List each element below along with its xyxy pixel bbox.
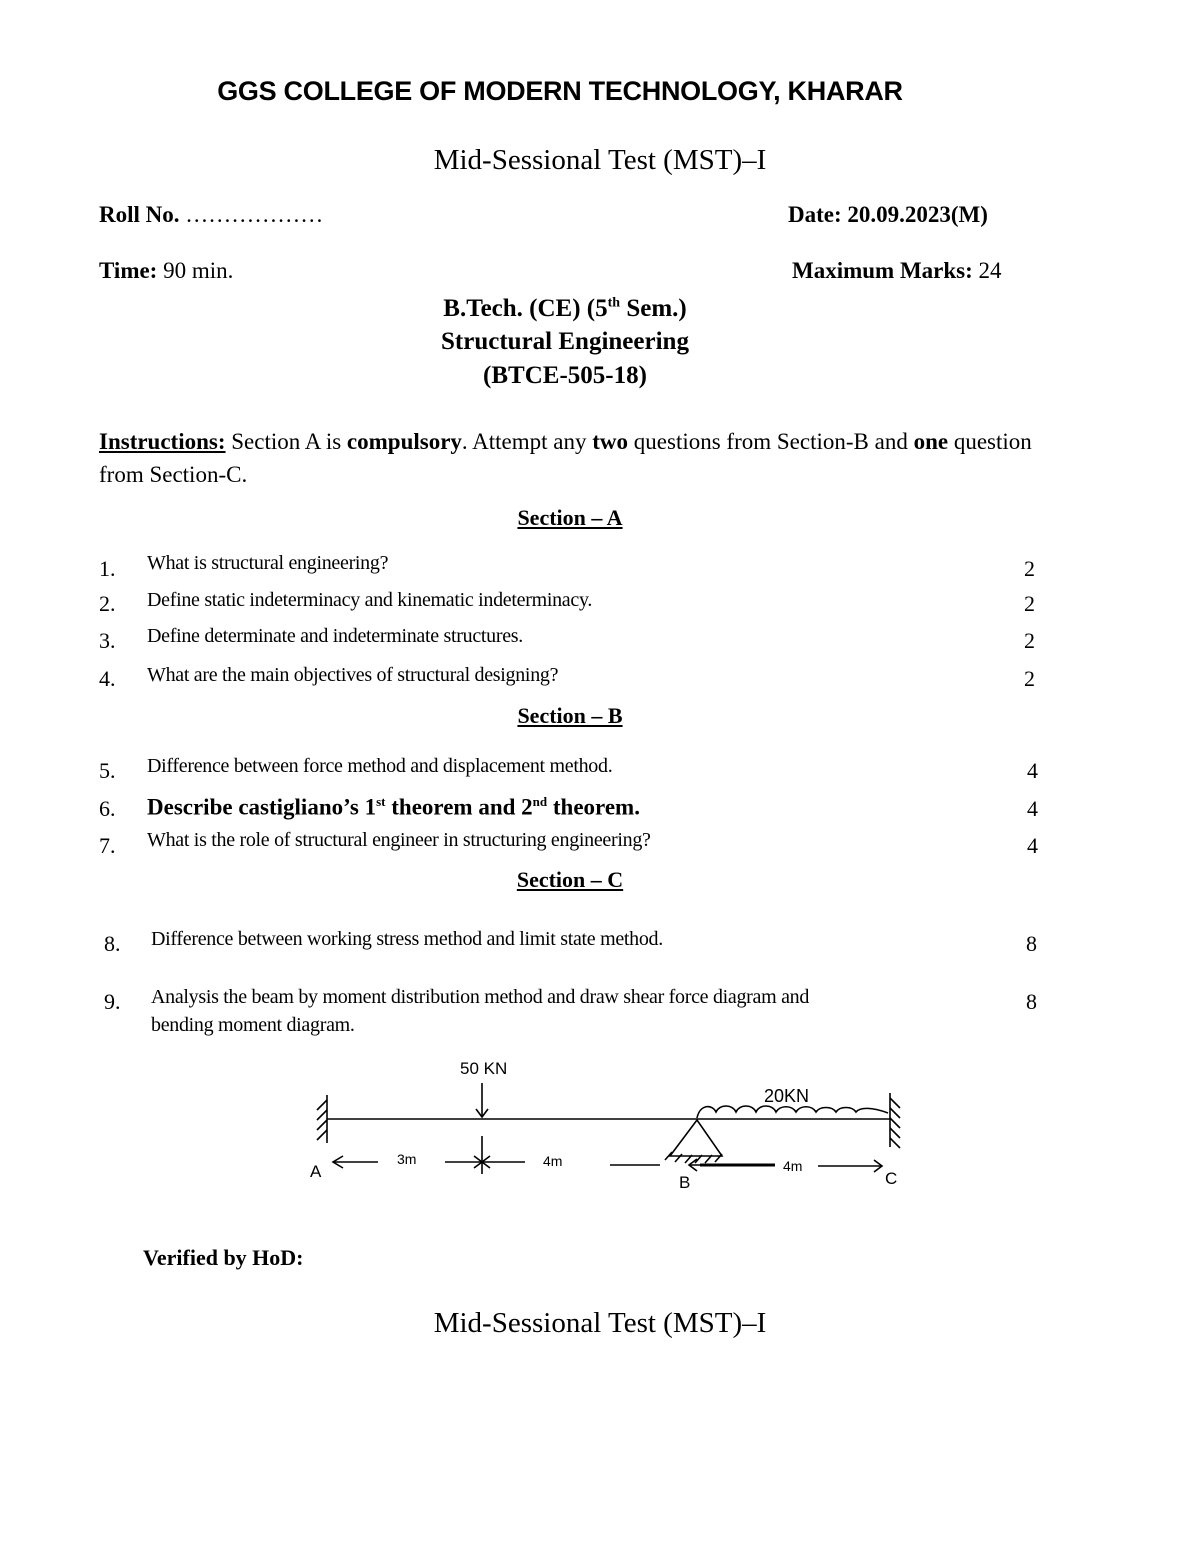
question-marks: 8 <box>1026 989 1037 1014</box>
repeat-test-title: Mid-Sessional Test (MST)–I <box>433 1307 767 1339</box>
question-number: 8. <box>104 931 121 956</box>
instructions-bold-2: two <box>592 429 629 454</box>
time-value: 90 min. <box>157 258 234 283</box>
question-text: What is the role of structural engineer in structuring engineering? <box>147 829 651 851</box>
question-text: Difference between force method and displacement method. <box>147 755 613 777</box>
instructions-text-3: questions from Section-B and <box>628 429 914 454</box>
section-a-heading: Section – A <box>517 505 623 530</box>
marks-label: Maximum Marks: <box>792 258 973 283</box>
instructions-text-2: . Attempt any <box>461 429 593 454</box>
question-text: Define static indeterminacy and kinematic indeterminacy. <box>147 589 593 611</box>
question-number: 5. <box>99 758 116 783</box>
question-marks: 2 <box>1024 556 1035 581</box>
time-label: Time: <box>99 258 158 283</box>
question-number: 6. <box>99 796 116 821</box>
span-label-3m: 3m <box>397 1151 417 1167</box>
span-label-4m-right: 4m <box>783 1158 803 1174</box>
college-name: GGS COLLEGE OF MODERN TECHNOLOGY, KHARAR <box>217 76 903 106</box>
instructions-bold-3: one <box>913 429 949 454</box>
node-a-label: A <box>310 1162 322 1181</box>
section-c-heading: Section – C <box>516 867 624 892</box>
q6-part-1: Describe castigliano’s 1 <box>147 794 377 820</box>
subject-code: (BTCE-505-18) <box>483 362 647 389</box>
roll-dots: ……………… <box>179 202 324 227</box>
q6-part-3: theorem. <box>547 794 640 820</box>
roll-label: Roll No. <box>99 202 180 227</box>
question-number: 1. <box>99 556 116 581</box>
subject-name: Structural Engineering <box>441 328 689 355</box>
course-prefix: B.Tech. (CE) (5 <box>443 295 608 322</box>
question-text: What are the main objectives of structural designing? <box>147 664 559 686</box>
node-b-label: B <box>679 1173 691 1192</box>
q6-sup-1: st <box>376 794 386 809</box>
udl-label: 20KN <box>764 1086 810 1106</box>
q6-sup-2: nd <box>532 794 548 809</box>
question-number: 7. <box>99 833 116 858</box>
question-marks: 2 <box>1024 591 1035 616</box>
question-number: 9. <box>104 989 121 1014</box>
question-marks: 4 <box>1027 796 1038 821</box>
question-text: What is structural engineering? <box>147 552 389 574</box>
question-number: 2. <box>99 591 116 616</box>
question-marks: 2 <box>1024 628 1035 653</box>
instructions-text-1: Section A is <box>225 429 347 454</box>
question-number: 4. <box>99 666 116 691</box>
question-text: Difference between working stress method and limit state method. <box>151 928 663 950</box>
instructions-text-4: question from Section-C. <box>99 429 1032 487</box>
verified-by-hod: Verified by HoD: <box>143 1245 304 1270</box>
node-c-label: C <box>885 1169 898 1188</box>
exam-date: Date: 20.09.2023(M) <box>788 202 988 227</box>
question-number: 3. <box>99 628 116 653</box>
section-b-heading: Section – B <box>517 703 623 728</box>
test-title: Mid-Sessional Test (MST)–I <box>433 144 767 176</box>
question-marks: 4 <box>1027 758 1038 783</box>
question-text: Analysis the beam by moment distribution method and draw shear force diagram and <box>151 986 810 1008</box>
question-text-continued: bending moment diagram. <box>151 1014 355 1036</box>
instructions-bold-1: compulsory <box>346 429 462 454</box>
span-label-4m-left: 4m <box>543 1153 563 1169</box>
point-load-label: 50 KN <box>460 1059 508 1078</box>
question-marks: 2 <box>1024 666 1035 691</box>
question-text: Define determinate and indeterminate structures. <box>147 625 523 647</box>
question-marks: 8 <box>1026 931 1037 956</box>
q6-part-2: theorem and 2 <box>385 794 533 820</box>
course-suffix: Sem.) <box>620 295 687 322</box>
question-marks: 4 <box>1027 833 1038 858</box>
course-sup: th <box>607 295 621 311</box>
marks-value: 24 <box>972 258 1002 283</box>
instructions-label: Instructions: <box>99 429 226 454</box>
